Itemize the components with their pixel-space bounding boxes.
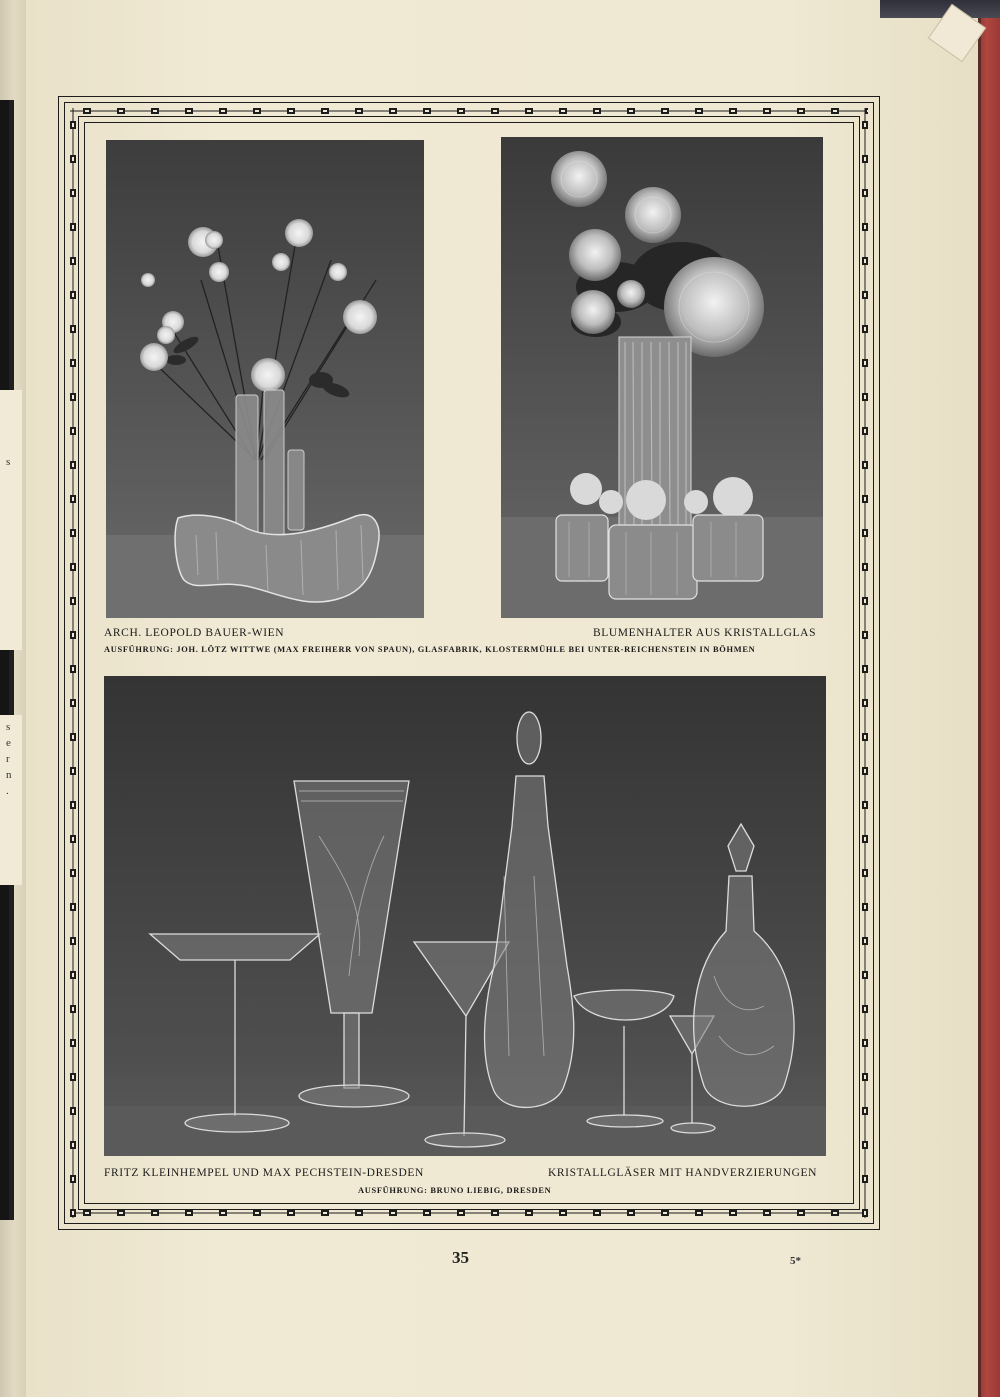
caption-top-left-credit: ARCH. LEOPOLD BAUER-WIEN xyxy=(104,627,285,639)
adjacent-left-page-edge xyxy=(0,0,26,1397)
border-ornament-right xyxy=(860,108,870,1218)
left-page-text-fragment: . xyxy=(6,785,9,797)
caption-bottom-right-title: KRISTALLGLÄSER MIT HANDVERZIERUNGEN xyxy=(548,1167,818,1179)
caption-bottom-execution: AUSFÜHRUNG: BRUNO LIEBIG, DRESDEN xyxy=(358,1186,552,1195)
photo-flower-holder-crystal xyxy=(501,137,823,618)
border-ornament-top xyxy=(70,106,868,116)
book-cover-corner xyxy=(880,0,1000,18)
page-number: 35 xyxy=(452,1248,469,1267)
left-page-text-fragment: n xyxy=(6,769,12,781)
left-page-text-fragment: s xyxy=(6,456,11,468)
photo-crystal-glasses xyxy=(104,676,826,1156)
border-ornament-bottom xyxy=(70,1208,868,1218)
printer-signature-mark: 5* xyxy=(790,1255,801,1267)
left-page-text-fragment: s xyxy=(6,721,11,733)
left-page-text-fragment: r xyxy=(6,753,10,765)
caption-top-right-title: BLUMENHALTER AUS KRISTALLGLAS xyxy=(593,627,817,639)
border-ornament-left xyxy=(68,108,78,1218)
photo-flower-vase-bauer xyxy=(106,140,424,618)
caption-top-execution: AUSFÜHRUNG: JOH. LÖTZ WITTWE (MAX FREIHERR VON SPAUN), GLASFABRIK, KLOSTERMÜHLE BEI UNTER-REICHENSTEIN IN BÖHMEN xyxy=(104,645,756,654)
book-cover-edge xyxy=(978,0,1000,1397)
left-page-text-fragment: e xyxy=(6,737,11,749)
caption-bottom-left-credit: FRITZ KLEINHEMPEL UND MAX PECHSTEIN-DRESDEN xyxy=(104,1167,424,1179)
